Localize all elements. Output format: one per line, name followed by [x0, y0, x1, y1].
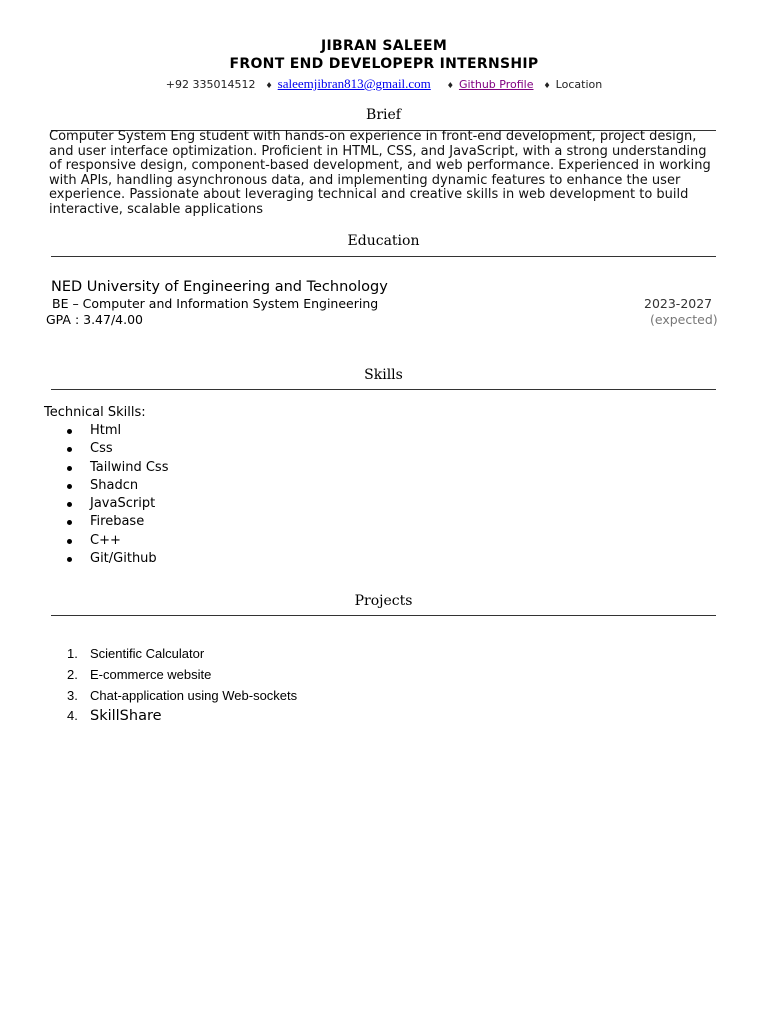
project-item	[44, 706, 297, 727]
gpa-value: GPA : 3.47/4.00	[46, 312, 144, 327]
diamond-bullet-icon: ♦	[446, 81, 454, 90]
education-divider	[51, 256, 716, 257]
technical-skills-label: Technical Skills:	[44, 405, 146, 420]
skill-item: C++	[44, 532, 168, 550]
skill-item: Git/Github	[44, 550, 168, 568]
education-heading: Education	[347, 233, 420, 249]
project-label: SkillShare	[90, 708, 162, 725]
skill-item: Firebase	[44, 513, 168, 531]
project-number: 3.	[67, 687, 78, 703]
projects-heading: Projects	[354, 593, 413, 609]
project-number: 1.	[67, 646, 78, 661]
degree-name: BE – Computer and Information System Engineering	[52, 296, 379, 311]
contact-line	[0, 76, 768, 92]
project-item	[44, 665, 297, 686]
project-label: Chat-application using Web-sockets	[90, 687, 298, 703]
diamond-bullet-icon: ♦	[265, 81, 273, 90]
brief-heading: Brief	[366, 107, 401, 123]
skills-divider	[51, 389, 716, 390]
skills-list	[44, 422, 168, 568]
skills-heading: Skills	[364, 367, 403, 383]
skill-item: Html	[44, 422, 168, 440]
github-profile-link[interactable]: Github Profile	[458, 78, 534, 91]
brief-text: Computer System Eng student with hands-on experience in front-end development, project design, and user interface optimization. Proficient in HTML, CSS, and JavaScript, with a strong understanding of responsive design, component-based development, and web performance. Experienced in working with APIs, handling asynchronous data, and implementing dynamic features to enhance the user experience. Passionate about leveraging technical and creative skills in web development to build interactive, scalable applications	[49, 129, 711, 217]
study-years: 2023-2027	[644, 296, 713, 311]
project-item	[44, 686, 297, 707]
skill-item: Css	[44, 440, 168, 458]
skill-item: Tailwind Css	[44, 459, 168, 477]
projects-list	[44, 644, 297, 727]
project-number: 4.	[67, 708, 78, 724]
location-text: Location	[555, 78, 603, 91]
project-number: 2.	[67, 666, 78, 682]
project-item	[44, 644, 297, 665]
email-link[interactable]: saleemjibran813@gmail.com	[277, 76, 431, 91]
school-name: NED University of Engineering and Technology	[51, 279, 388, 295]
diamond-bullet-icon: ♦	[543, 81, 551, 90]
phone-number: +92 335014512	[165, 78, 256, 91]
project-label: Scientific Calculator	[90, 646, 205, 661]
candidate-name: JIBRAN SALEEM	[320, 38, 448, 54]
skill-item: Shadcn	[44, 477, 168, 495]
skill-item: JavaScript	[44, 495, 168, 513]
target-role: FRONT END DEVELOPEPR INTERNSHIP	[229, 56, 539, 72]
projects-divider	[51, 615, 716, 616]
project-label: E-commerce website	[90, 666, 212, 682]
expected-note: (expected)	[650, 312, 718, 327]
